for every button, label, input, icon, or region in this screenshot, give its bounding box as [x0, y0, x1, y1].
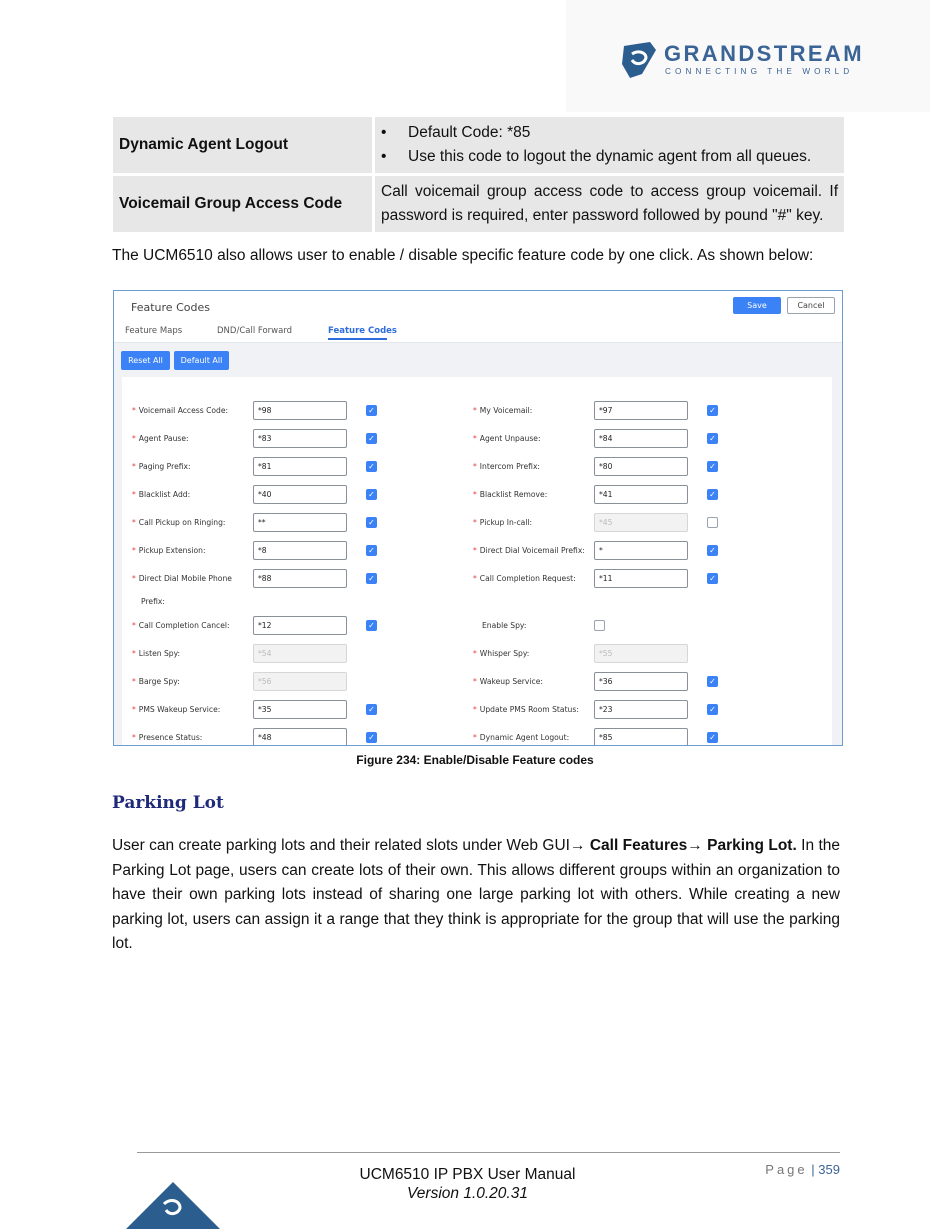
required-asterisk: * — [132, 621, 136, 630]
row-label: Dynamic Agent Logout — [113, 117, 372, 173]
field-label — [473, 431, 541, 446]
required-asterisk: * — [132, 705, 136, 714]
field-label — [132, 618, 230, 633]
enable-checkbox[interactable]: ✓ — [707, 489, 718, 500]
field-label — [132, 403, 228, 418]
field-label-text: Agent Pause: — [138, 434, 189, 443]
field-label — [132, 515, 226, 530]
section-title: Parking Lot — [112, 793, 224, 813]
menu-path-parking-lot: Parking Lot. — [702, 837, 797, 854]
table-row — [113, 176, 844, 232]
footer-logo-icon — [126, 1182, 220, 1229]
enable-checkbox[interactable]: ✓ — [366, 405, 377, 416]
required-asterisk: * — [132, 677, 136, 686]
feature-code-input[interactable]: *11 — [594, 569, 688, 588]
field-label — [473, 459, 540, 474]
save-button[interactable]: Save — [733, 297, 781, 314]
field-label — [132, 543, 206, 558]
paragraph-text: In the Parking Lot page, users can create lots of their own. This allows different groups within an organization to have their own parking lots instead of sharing one large parking lot with others. While creating a new parking lot, users can assign it a range that they think is appropriate for the group that will use the parking lot. — [112, 837, 840, 952]
field-label-text: Enable Spy: — [482, 621, 527, 630]
footer-title: UCM6510 IP PBX User Manual — [359, 1166, 576, 1183]
row-value: Call voicemail group access code to access group voicemail. If password is required, enter password followed by pound "#" key. — [375, 176, 844, 232]
grandstream-logo — [620, 40, 880, 82]
required-asterisk: * — [132, 462, 136, 471]
field-label-text: Blacklist Remove: — [479, 490, 548, 499]
row-label: Voicemail Group Access Code — [113, 176, 372, 232]
field-label-text: Pickup In-call: — [479, 518, 533, 527]
field-label-text: My Voicemail: — [479, 406, 533, 415]
field-label — [473, 543, 585, 558]
field-label — [132, 674, 180, 689]
enable-checkbox[interactable] — [594, 620, 605, 631]
footer-divider — [137, 1152, 840, 1153]
field-label-text: Blacklist Add: — [138, 490, 191, 499]
figure-caption: Figure 234: Enable/Disable Feature codes — [356, 753, 594, 767]
table-row — [113, 117, 844, 173]
field-label — [473, 403, 532, 418]
field-label — [473, 618, 526, 633]
logo-name: GRANDSTREAM — [664, 41, 864, 66]
screenshot-header — [114, 291, 842, 343]
feature-codes-panel — [122, 377, 832, 746]
feature-code-input[interactable]: *81 — [253, 457, 347, 476]
required-asterisk: * — [473, 490, 477, 499]
required-asterisk: * — [473, 546, 477, 555]
enable-checkbox[interactable]: ✓ — [707, 676, 718, 687]
enable-checkbox[interactable]: ✓ — [707, 461, 718, 472]
enable-checkbox[interactable]: ✓ — [366, 704, 377, 715]
field-label — [132, 702, 220, 717]
required-asterisk: * — [132, 434, 136, 443]
field-label-text: Voicemail Access Code: — [138, 406, 229, 415]
intro-text: The UCM6510 also allows user to enable / disable specific feature code by one click. As shown below: — [112, 247, 814, 264]
field-label — [132, 730, 202, 745]
field-label — [473, 730, 569, 745]
enable-checkbox[interactable]: ✓ — [707, 732, 718, 743]
feature-code-input[interactable]: *83 — [253, 429, 347, 448]
feature-code-input[interactable]: *84 — [594, 429, 688, 448]
feature-codes-screenshot — [113, 290, 843, 746]
field-label — [132, 431, 189, 446]
field-label-text: Presence Status: — [138, 733, 203, 742]
field-label-text: Update PMS Room Status: — [479, 705, 579, 714]
required-asterisk: * — [132, 490, 136, 499]
feature-code-input[interactable]: ** — [253, 513, 347, 532]
feature-code-input[interactable]: * — [594, 541, 688, 560]
field-label-text: Call Completion Request: — [479, 574, 576, 583]
feature-code-input[interactable]: *97 — [594, 401, 688, 420]
enable-checkbox[interactable]: ✓ — [707, 573, 718, 584]
field-label — [473, 674, 543, 689]
required-asterisk: * — [473, 733, 477, 742]
enable-checkbox[interactable]: ✓ — [366, 732, 377, 743]
enable-checkbox[interactable]: ✓ — [707, 545, 718, 556]
required-asterisk: * — [473, 649, 477, 658]
enable-checkbox[interactable]: ✓ — [366, 489, 377, 500]
paragraph-text: User can create parking lots and their related slots under Web GUI — [112, 837, 570, 854]
feature-code-input: *54 — [253, 644, 347, 663]
field-label-text: Paging Prefix: — [138, 462, 191, 471]
menu-path-call-features: Call Features — [585, 837, 688, 854]
field-label-text: Intercom Prefix: — [479, 462, 540, 471]
feature-code-input[interactable]: *41 — [594, 485, 688, 504]
tab-feature-codes[interactable]: Feature Codes — [328, 326, 397, 336]
reset-all-button[interactable]: Reset All — [121, 351, 170, 370]
field-label — [473, 571, 576, 586]
field-label — [132, 571, 232, 618]
field-label-text: Whisper Spy: — [479, 649, 530, 658]
feature-code-input[interactable]: *85 — [594, 728, 688, 746]
field-label-text: Pickup Extension: — [138, 546, 206, 555]
grandstream-logo-icon — [620, 40, 660, 80]
tab-feature-maps[interactable]: Feature Maps — [125, 326, 183, 336]
feature-code-input[interactable]: *88 — [253, 569, 347, 588]
field-label-text: Wakeup Service: — [479, 677, 543, 686]
required-asterisk: * — [132, 518, 136, 527]
required-asterisk: * — [132, 406, 136, 415]
feature-code-input: *45 — [594, 513, 688, 532]
required-asterisk: * — [132, 574, 136, 583]
footer-version: Version 1.0.20.31 — [407, 1185, 528, 1202]
feature-code-input[interactable]: *98 — [253, 401, 347, 420]
feature-code-input[interactable]: *8 — [253, 541, 347, 560]
field-label-text: Barge Spy: — [138, 677, 180, 686]
screenshot-title: Feature Codes — [131, 301, 210, 314]
required-asterisk: * — [473, 462, 477, 471]
page-word: Page — [765, 1162, 808, 1177]
required-asterisk: * — [473, 705, 477, 714]
list-item: • Use this code to logout the dynamic agent from all queues. — [381, 145, 838, 169]
tab-dnd-call-forward[interactable]: DND/Call Forward — [217, 326, 293, 336]
feature-code-input[interactable]: *35 — [253, 700, 347, 719]
feature-code-input[interactable]: *23 — [594, 700, 688, 719]
field-label — [473, 646, 529, 661]
feature-code-input[interactable]: *40 — [253, 485, 347, 504]
field-label-text: Call Pickup on Ringing: — [138, 518, 226, 527]
enable-checkbox[interactable]: ✓ — [366, 573, 377, 584]
required-asterisk: * — [132, 733, 136, 742]
feature-code-input: *56 — [253, 672, 347, 691]
active-tab-indicator — [328, 338, 387, 340]
field-label-text: Direct Dial Mobile Phone — [138, 574, 232, 583]
bullet-list — [381, 121, 838, 169]
arrow-icon: → — [687, 837, 703, 854]
row-value — [375, 117, 844, 173]
required-asterisk: * — [132, 546, 136, 555]
enable-checkbox[interactable]: ✓ — [366, 545, 377, 556]
field-label — [132, 459, 191, 474]
enable-checkbox[interactable]: ✓ — [366, 433, 377, 444]
field-label-text: PMS Wakeup Service: — [138, 705, 221, 714]
field-label-text: Direct Dial Voicemail Prefix: — [479, 546, 585, 555]
field-label — [473, 487, 547, 502]
arrow-icon: → — [569, 837, 586, 854]
enable-checkbox[interactable]: ✓ — [366, 620, 377, 631]
feature-code-input[interactable]: *36 — [594, 672, 688, 691]
feature-code-input[interactable]: *80 — [594, 457, 688, 476]
default-all-button[interactable]: Default All — [174, 351, 229, 370]
feature-code-table — [110, 114, 847, 235]
required-asterisk: * — [473, 574, 477, 583]
required-asterisk: * — [473, 434, 477, 443]
page-separator: | — [811, 1162, 815, 1177]
enable-checkbox[interactable]: ✓ — [707, 405, 718, 416]
feature-code-input[interactable]: *12 — [253, 616, 347, 635]
field-label-text: Agent Unpause: — [479, 434, 541, 443]
feature-code-input: *55 — [594, 644, 688, 663]
field-label — [473, 702, 579, 717]
page-number — [765, 1162, 840, 1177]
field-label — [132, 487, 190, 502]
enable-checkbox[interactable]: ✓ — [366, 517, 377, 528]
field-label-text: Prefix: — [141, 597, 165, 606]
feature-code-input[interactable]: *48 — [253, 728, 347, 746]
parking-lot-paragraph — [112, 834, 840, 957]
field-label-text: Call Completion Cancel: — [138, 621, 230, 630]
enable-checkbox[interactable] — [707, 517, 718, 528]
required-asterisk: * — [132, 649, 136, 658]
logo-tagline: CONNECTING THE WORLD — [665, 67, 854, 76]
field-label-text: Listen Spy: — [138, 649, 181, 658]
field-label — [132, 646, 180, 661]
enable-checkbox[interactable]: ✓ — [366, 461, 377, 472]
required-asterisk: * — [473, 406, 477, 415]
required-asterisk: * — [473, 518, 477, 527]
enable-checkbox[interactable]: ✓ — [707, 433, 718, 444]
page-number-value: 359 — [818, 1162, 840, 1177]
required-asterisk: * — [473, 677, 477, 686]
list-item: • Default Code: *85 — [381, 121, 838, 145]
field-label — [473, 515, 532, 530]
cancel-button[interactable]: Cancel — [787, 297, 835, 314]
enable-checkbox[interactable]: ✓ — [707, 704, 718, 715]
field-label-text: Dynamic Agent Logout: — [479, 733, 570, 742]
